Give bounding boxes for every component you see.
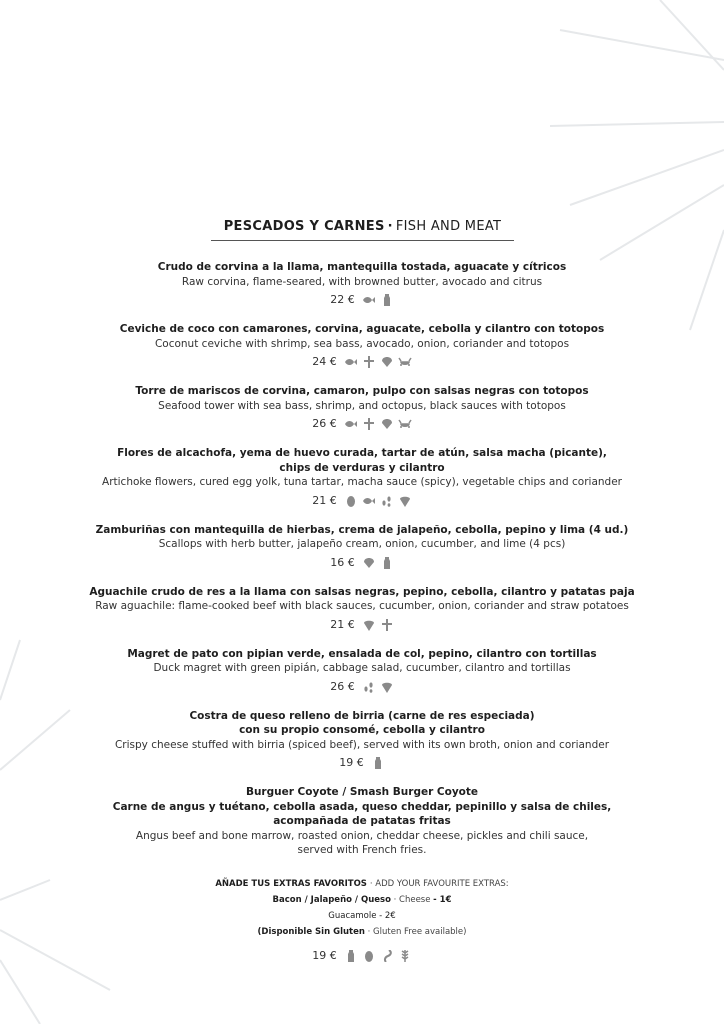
mollusc-icon [362,418,376,430]
extras-line1-price: - 1€ [433,894,452,905]
burger-name: Burguer Coyote / Smash Burger Coyote [245,786,479,798]
menu-item [62,384,662,432]
burger-title-es: Carne de angus y tuétano, cebolla asada, queso cheddar, pepinillo y salsa de chiles, [112,800,612,813]
item-title-es: Aguachile crudo de res a la llama con salsas negras, pepino, cebolla, cilantro y patatas paja [89,585,635,598]
crustacean-icon [398,418,412,430]
nuts-icon [380,681,394,693]
price-line [62,555,662,571]
menu-list [62,260,662,978]
item-price: 24 € [312,355,337,368]
item-price: 21 € [312,493,337,507]
item-price: 19 € [339,756,364,769]
dairy-icon [380,557,394,569]
item-desc-en: Artichoke flowers, cured egg yolk, tuna tartar, macha sauce (spicy), vegetable chips and coriander [102,476,622,488]
item-price: 16 € [330,555,355,569]
price-line [62,493,662,509]
extras-line-3 [62,924,662,940]
item-price: 19 € [312,948,337,962]
item-desc-en: Crispy cheese stuffed with birria (spiced beef), served with its own broth, onion and coriander [114,738,610,751]
item-title-es: Costra de queso relleno de birria (carne de res especiada) [189,709,535,722]
shellfish-icon [380,418,394,430]
egg-icon [344,495,358,507]
price-line [62,354,662,370]
dairy-icon [380,294,394,306]
extras-line1-es: Bacon / Jalapeño / Queso [272,894,391,905]
menu-item [62,585,662,633]
item-title-es: Torre de mariscos de corvina, camaron, pulpo con salsas negras con totopos [135,385,589,397]
price-line [62,292,662,308]
fish-icon [362,294,376,306]
nuts-icon [398,495,412,507]
dairy-icon [344,950,358,962]
extras-line-1 [62,892,662,908]
item-price: 26 € [312,417,337,430]
burger-item [62,785,662,964]
item-desc-en: Raw corvina, flame-seared, with browned butter, avocado and citrus [181,275,543,288]
extras-line1-en: · Cheese [393,894,431,905]
extras-block [62,876,662,964]
item-title-es: Crudo de corvina a la llama, mantequilla tostada, aguacate y cítricos [157,261,567,273]
mollusc-icon [362,356,376,368]
extras-line3-en: · Gluten Free available) [367,926,467,937]
burger-title-es-line2: acompañada de patatas fritas [273,815,451,827]
item-desc-en: Seafood tower with sea bass, shrimp, and octopus, black sauces with totopos [158,399,566,412]
menu-item [62,523,662,571]
egg-icon [362,950,376,962]
price-line [62,617,662,633]
extras-title-en: · ADD YOUR FAVOURITE EXTRAS: [369,878,509,889]
item-desc-en: Scallops with herb butter, jalapeño cream, onion, cucumber, and lime (4 pcs) [158,538,566,550]
extras-title-es: AÑADE TUS EXTRAS FAVORITOS [215,878,367,889]
section-title-en: FISH AND MEAT [395,219,502,234]
price-line [62,755,662,771]
item-title-es: Magret de pato con pipian verde, ensalada de col, pepino, cilantro con tortillas [127,647,597,660]
item-price: 21 € [330,617,355,631]
burger-desc-en-line2: served with French fries. [297,844,427,856]
item-title-es-line2: con su propio consomé, cebolla y cilantro [239,724,485,736]
burger-desc-en: Angus beef and bone marrow, roasted onion, cheddar cheese, pickles and chili sauce, [135,829,589,842]
extras-line3-es: (Disponible Sin Gluten [257,926,365,937]
price-line [62,416,662,432]
item-desc-en: Duck magret with green pipián, cabbage salad, cucumber, cilantro and tortillas [153,662,571,674]
item-title-es: Zamburiñas con mantequilla de hierbas, crema de jalapeño, cebolla, pepino y lima (4 ud.) [95,523,629,536]
item-price: 22 € [330,293,355,306]
section-header [211,219,514,241]
shellfish-icon [380,356,394,368]
crustacean-icon [398,356,412,368]
price-line [62,948,662,964]
menu-item [62,446,662,509]
menu-item [62,322,662,370]
menu-item [62,647,662,695]
extras-title [62,876,662,892]
shellfish-icon [362,557,376,569]
price-line [62,679,662,695]
sesame-icon [362,681,376,693]
item-title-es-line2: chips de verduras y cilantro [279,461,445,474]
sesame-icon [380,495,394,507]
extras-line-2: Guacamole - 2€ [328,910,396,921]
fish-icon [344,418,358,430]
section-title-es: PESCADOS Y CARNES [223,219,385,234]
mollusc-icon [380,619,394,631]
menu-item [62,709,662,772]
item-desc-en: Raw aguachile: flame-cooked beef with black sauces, cucumber, onion, coriander and straw potatoes [95,600,629,612]
item-desc-en: Coconut ceviche with shrimp, sea bass, avocado, onion, coriander and totopos [154,337,570,350]
mustard-icon [380,950,394,962]
fish-icon [344,356,358,368]
item-title-es: Flores de alcachofa, yema de huevo curada, tartar de atún, salsa macha (picante), [117,447,607,459]
nuts-icon [362,619,376,631]
dairy-icon [371,757,385,769]
item-title-es: Ceviche de coco con camarones, corvina, aguacate, cebolla y cilantro con totopos [119,323,605,335]
fish-icon [362,495,376,507]
item-price: 26 € [330,679,355,693]
gluten-icon [398,950,412,962]
title-separator: · [387,219,393,234]
menu-item [62,260,662,308]
